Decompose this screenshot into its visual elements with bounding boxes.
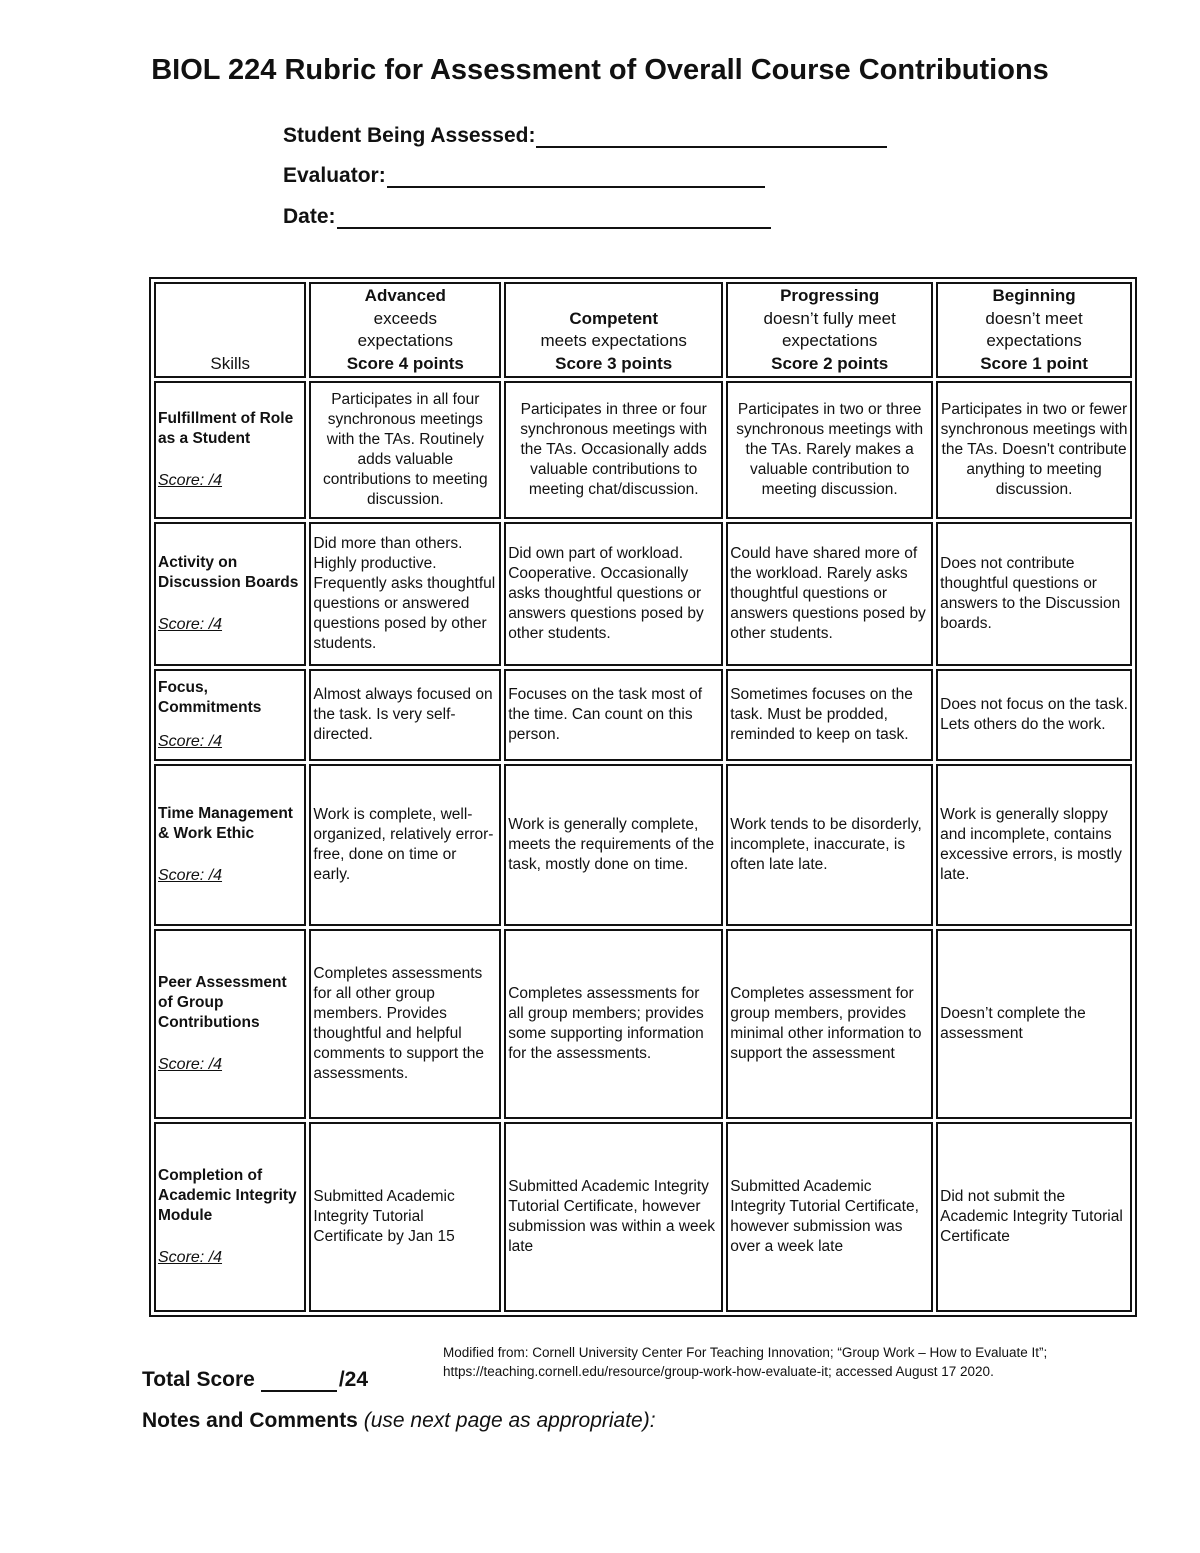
- skill-name: Activity on Discussion Boards: [158, 554, 299, 591]
- date-label: Date:: [283, 205, 336, 228]
- score-label: Score: /4: [158, 1056, 223, 1073]
- level-points: Score 4 points: [346, 353, 464, 373]
- criteria-cell: Did own part of workload. Cooperative. Occasionally asks thoughtful questions or answers questions posed by other students.: [504, 522, 723, 666]
- score-label: Score: /4: [158, 733, 223, 750]
- date-field: [283, 205, 771, 229]
- criteria-cell: Participates in all four synchronous meetings with the TAs. Routinely adds valuable contributions to meeting discussion.: [309, 381, 501, 519]
- rubric-row-discussion: [154, 522, 1132, 666]
- criteria-cell: Did not submit the Academic Integrity Tutorial Certificate: [936, 1122, 1132, 1312]
- criteria-cell: Completes assessments for all other group members. Provides thoughtful and helpful comments to support the assessments.: [309, 929, 501, 1119]
- criteria-cell: Almost always focused on the task. Is very self-directed.: [309, 669, 501, 761]
- criteria-cell: Participates in three or four synchronous meetings with the TAs. Occasionally adds valuable contributions to meeting chat/discussion.: [504, 381, 723, 519]
- criteria-cell: Sometimes focuses on the task. Must be prodded, reminded to keep on task.: [726, 669, 933, 761]
- level-header-beginning: [936, 282, 1132, 378]
- student-field: [283, 124, 887, 148]
- skill-cell: [154, 764, 306, 926]
- rubric-row-fulfillment: [154, 381, 1132, 519]
- criteria-cell: Completes assessments for all group members; provides some supporting information for the assessments.: [504, 929, 723, 1119]
- rubric-row-peer: [154, 929, 1132, 1119]
- criteria-cell: Work tends to be disorderly, incomplete, inaccurate, is often late late.: [726, 764, 933, 926]
- evaluator-label: Evaluator:: [283, 164, 386, 187]
- criteria-cell: Does not contribute thoughtful questions or answers to the Discussion boards.: [936, 522, 1132, 666]
- level-desc: meets expectations: [540, 331, 687, 350]
- level-desc: doesn’t fully meet expectations: [763, 308, 896, 350]
- criteria-cell: Participates in two or three synchronous meetings with the TAs. Rarely makes a valuable contribution to meeting discussion.: [726, 381, 933, 519]
- level-header-progressing: [726, 282, 933, 378]
- skill-cell: [154, 522, 306, 666]
- skill-name: Peer Assessment of Group Contributions: [158, 974, 287, 1031]
- criteria-cell: Work is generally complete, meets the requirements of the task, mostly done on time.: [504, 764, 723, 926]
- criteria-cell: Did more than others. Highly productive. Frequently asks thoughtful questions or answered questions posed by other students.: [309, 522, 501, 666]
- level-desc: exceeds expectations: [357, 308, 454, 350]
- level-desc: doesn’t meet expectations: [985, 308, 1083, 350]
- level-points: Score 1 point: [980, 353, 1088, 373]
- rubric-table: [149, 277, 1137, 1317]
- criteria-cell: Submitted Academic Integrity Tutorial Certificate, however submission was over a week late: [726, 1122, 933, 1312]
- skill-name: Fulfillment of Role as a Student: [158, 410, 294, 447]
- level-name: Competent: [569, 308, 659, 328]
- criteria-cell: Work is generally sloppy and incomplete, contains excessive errors, is mostly late.: [936, 764, 1132, 926]
- criteria-cell: Does not focus on the task. Lets others do the work.: [936, 669, 1132, 761]
- skill-name: Time Management & Work Ethic: [158, 805, 293, 842]
- criteria-cell: Work is complete, well-organized, relatively error-free, done on time or early.: [309, 764, 501, 926]
- criteria-cell: Could have shared more of the workload. Rarely asks thoughtful questions or answers questions posed by other students.: [726, 522, 933, 666]
- level-points: Score 3 points: [555, 353, 673, 373]
- criteria-cell: Participates in two or fewer synchronous meetings with the TAs. Doesn't contribute anything to meeting discussion.: [936, 381, 1132, 519]
- total-score: [142, 1368, 368, 1392]
- skill-name: Completion of Academic Integrity Module: [158, 1167, 297, 1224]
- criteria-cell: Submitted Academic Integrity Tutorial Certificate by Jan 15: [309, 1122, 501, 1312]
- skill-name: Focus, Commitments: [158, 679, 262, 716]
- total-suffix: /24: [338, 1368, 369, 1391]
- skill-cell: [154, 669, 306, 761]
- evaluator-blank: [387, 164, 765, 188]
- level-name: Advanced: [364, 286, 446, 305]
- rubric-row-time: [154, 764, 1132, 926]
- total-blank: [261, 1370, 337, 1392]
- notes-heading: [142, 1409, 656, 1433]
- skills-header: Skills: [154, 282, 306, 378]
- level-header-competent: [504, 282, 723, 378]
- student-blank: [536, 124, 887, 148]
- criteria-cell: Completes assessment for group members, provides minimal other information to support the assessment: [726, 929, 933, 1119]
- score-label: Score: /4: [158, 472, 223, 489]
- score-label: Score: /4: [158, 1249, 223, 1266]
- criteria-cell: Submitted Academic Integrity Tutorial Certificate, however submission was within a week late: [504, 1122, 723, 1312]
- skill-cell: [154, 929, 306, 1119]
- evaluator-field: [283, 164, 765, 188]
- student-label: Student Being Assessed:: [283, 124, 536, 147]
- total-label: Total Score: [142, 1368, 255, 1391]
- level-name: Progressing: [780, 286, 880, 305]
- notes-hint: (use next page as appropriate):: [363, 1409, 656, 1432]
- header-row: [154, 282, 1132, 378]
- level-points: Score 2 points: [771, 353, 889, 373]
- date-blank: [337, 205, 771, 229]
- skill-cell: [154, 381, 306, 519]
- criteria-cell: Focuses on the task most of the time. Can count on this person.: [504, 669, 723, 761]
- notes-label: Notes and Comments: [142, 1409, 358, 1432]
- level-name: Beginning: [992, 286, 1076, 305]
- citation-note: Modified from: Cornell University Center For Teaching Innovation; “Group Work – How to Evaluate It”; https://teaching.cornell.edu/resource/group-work-how-evaluate-it; accessed August 17 2020.: [443, 1345, 1048, 1379]
- level-header-advanced: [309, 282, 501, 378]
- skill-cell: [154, 1122, 306, 1312]
- rubric-row-focus: [154, 669, 1132, 761]
- document-title: BIOL 224 Rubric for Assessment of Overall Course Contributions: [151, 54, 1049, 86]
- rubric-row-integrity: [154, 1122, 1132, 1312]
- criteria-cell: Doesn’t complete the assessment: [936, 929, 1132, 1119]
- score-label: Score: /4: [158, 616, 223, 633]
- score-label: Score: /4: [158, 867, 223, 884]
